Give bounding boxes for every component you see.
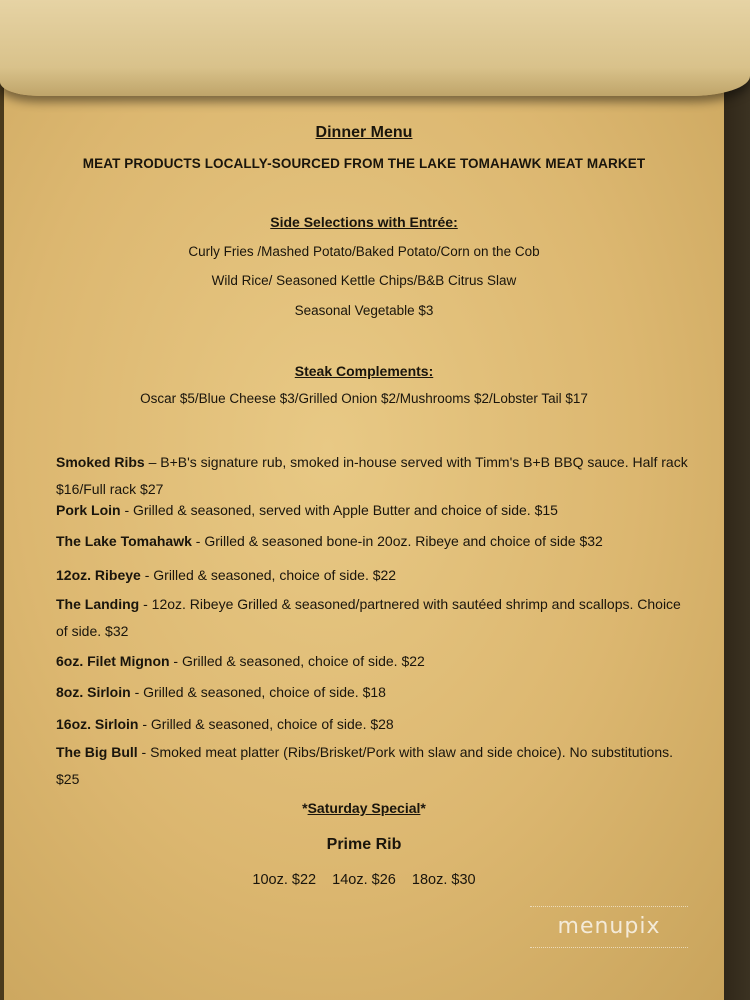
sides-line-1: Curly Fries /Mashed Potato/Baked Potato/Corn on the Cob bbox=[188, 244, 540, 259]
menu-item-8oz-sirloin bbox=[56, 679, 696, 706]
menu-item-name: 16oz. Sirloin bbox=[56, 716, 139, 732]
menu-item-name: The Big Bull bbox=[56, 744, 138, 760]
menu-item-desc: - Grilled & seasoned, choice of side. $28 bbox=[138, 716, 394, 732]
sides-line-3: Seasonal Vegetable $3 bbox=[294, 303, 434, 318]
special-prices bbox=[4, 872, 724, 888]
menu-item-name: 6oz. Filet Mignon bbox=[56, 653, 170, 669]
menu-item-desc: - Grilled & seasoned bone-in 20oz. Ribeye and choice of side $32 bbox=[191, 533, 603, 549]
special-prefix: * bbox=[302, 800, 308, 816]
special-price: 14oz. $26 bbox=[332, 872, 396, 888]
menu-item-desc: - Grilled & seasoned, choice of side. $18 bbox=[130, 684, 386, 700]
menu-item-lake-tomahawk bbox=[56, 528, 696, 555]
folded-page-edge bbox=[0, 0, 750, 96]
menu-item-name: The Landing bbox=[56, 596, 140, 612]
sides-line-2: Wild Rice/ Seasoned Kettle Chips/B&B Citrus Slaw bbox=[211, 273, 517, 288]
special-price: 10oz. $22 bbox=[252, 872, 317, 888]
menu-item-desc: - Smoked meat platter (Ribs/Brisket/Pork with slaw and side choice). No substitutions. $25 bbox=[56, 744, 673, 787]
special-heading-text: Saturday Special bbox=[307, 800, 421, 816]
sides-heading: Side Selections with Entrée: bbox=[270, 214, 458, 230]
menu-item-name: 8oz. Sirloin bbox=[56, 684, 131, 700]
menu-item-desc: - 12oz. Ribeye Grilled & seasoned/partnered with sautéed shrimp and scallops. Choice of side. $32 bbox=[56, 596, 681, 639]
complements-heading: Steak Complements: bbox=[294, 363, 434, 379]
menu-item-desc: - Grilled & seasoned, choice of side. $22 bbox=[169, 653, 425, 669]
menu-item-name: Smoked Ribs bbox=[56, 454, 145, 470]
menu-item-the-landing bbox=[56, 591, 696, 645]
complements-line: Oscar $5/Blue Cheese $3/Grilled Onion $2/Mushrooms $2/Lobster Tail $17 bbox=[140, 391, 588, 406]
menu-item-filet-mignon bbox=[56, 648, 696, 675]
menu-item-desc: - Grilled & seasoned, choice of side. $22 bbox=[140, 567, 397, 583]
menu-item-pork-loin bbox=[56, 497, 696, 524]
special-name: Prime Rib bbox=[326, 836, 402, 853]
menu-item-desc: - Grilled & seasoned, served with Apple Butter and choice of side. $15 bbox=[120, 502, 558, 518]
menu-item-12oz-ribeye bbox=[56, 562, 696, 589]
watermark-logo: menupix bbox=[530, 906, 688, 948]
menu-title: Dinner Menu bbox=[315, 124, 413, 141]
special-price: 18oz. $30 bbox=[411, 872, 476, 888]
saturday-special-heading bbox=[4, 800, 724, 816]
menu-item-16oz-sirloin bbox=[56, 711, 696, 738]
menu-subtitle: MEAT PRODUCTS LOCALLY-SOURCED FROM THE LAKE TOMAHAWK MEAT MARKET bbox=[82, 156, 646, 171]
menu-item-name: 12oz. Ribeye bbox=[56, 567, 141, 583]
menu-item-name: The Lake Tomahawk bbox=[56, 533, 192, 549]
menu-item-smoked-ribs bbox=[56, 449, 696, 503]
menu-item-name: Pork Loin bbox=[56, 502, 121, 518]
menu-item-desc: – B+B's signature rub, smoked in-house served with Timm's B+B BBQ sauce. Half rack $16/Full rack $27 bbox=[56, 454, 688, 497]
special-suffix: * bbox=[420, 800, 426, 816]
menu-item-big-bull bbox=[56, 739, 696, 793]
